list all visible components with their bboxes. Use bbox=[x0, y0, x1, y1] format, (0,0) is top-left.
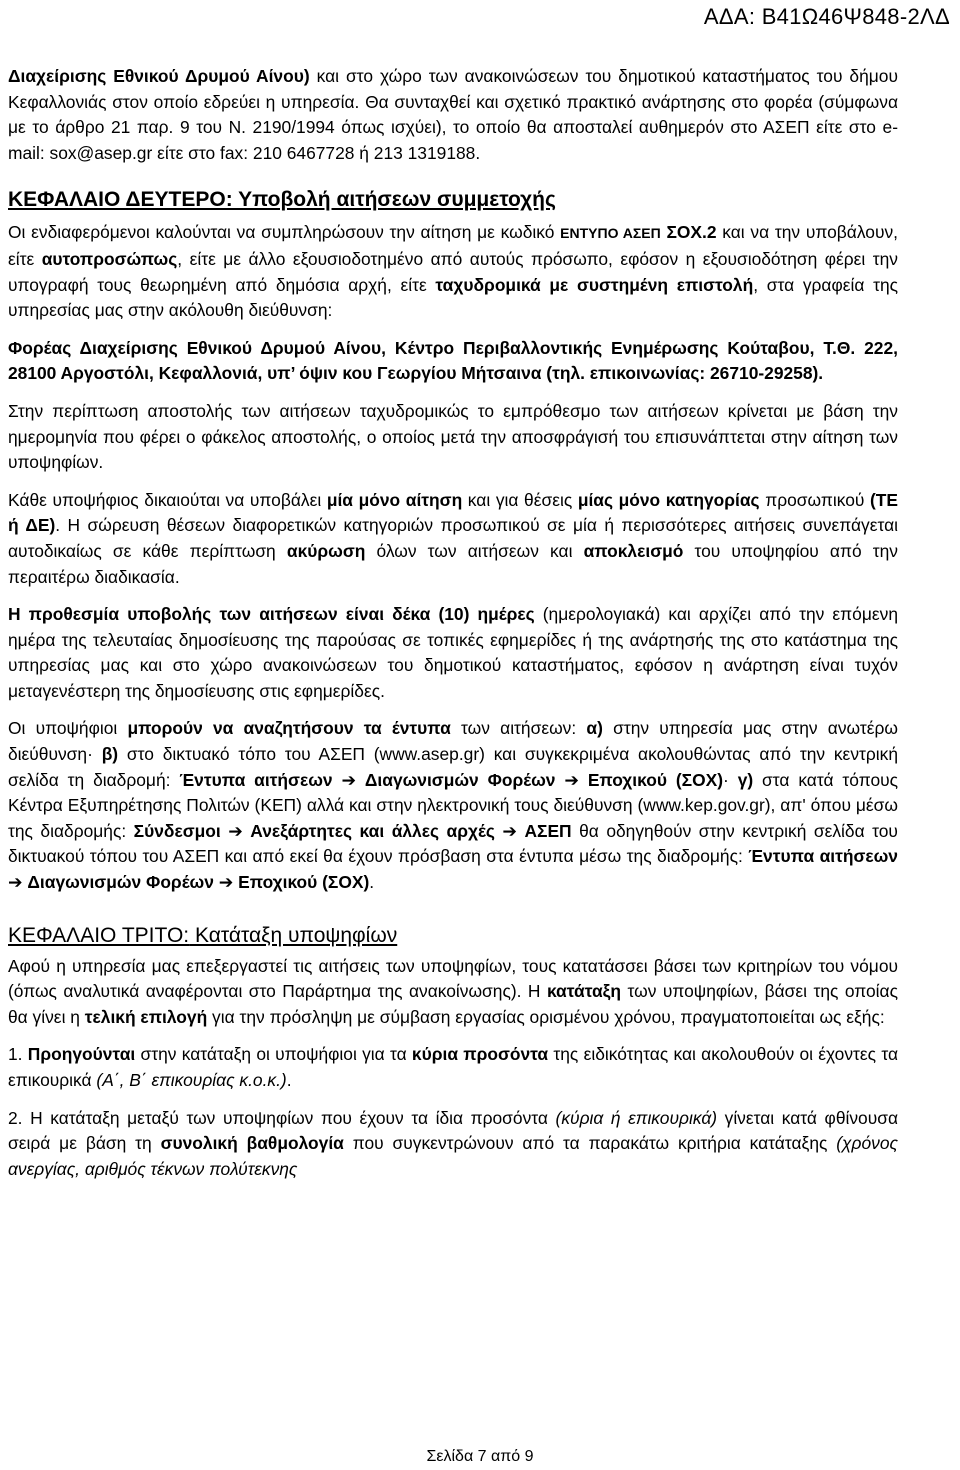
text: . Η σώρευση θέσεων διαφορετικών κατηγοριών προσωπικού σε μία ή περισσότερες αιτήσεις συνεπάγεται αυτοδικαίως σε κάθε περίπτωση bbox=[8, 515, 898, 561]
paragraph-ranking bbox=[8, 954, 898, 1031]
paragraph-submission bbox=[8, 220, 898, 323]
form-code-suffix: ΣΟΧ.2 bbox=[660, 222, 717, 243]
text: και στο χώρο των ανακοινώσεων του δημοτικού καταστήματος του δήμου Κεφαλλονιάς στον οποίο εδρεύει η υπηρεσία. Θα συνταχθεί και σχετικό πρακτικό ανάρτησης στο φορέα (σύμφωνα με το άρθρο 21 παρ. 9 του Ν. 2190/1994 όπως ισχύει), το οποίο θα αποσταλεί αυθημερόν στο ΑΣΕΠ είτε στο e-mail: sox@asep.gr είτε στο fax: 210 6467728 ή 213 1319188. bbox=[8, 66, 898, 163]
text-bold: συνολική βαθμολογία bbox=[160, 1133, 344, 1154]
text-bold: κατάταξη bbox=[546, 981, 622, 1002]
text: του υποψηφίου από την περαιτέρω διαδικασία. bbox=[8, 540, 898, 587]
text-bold: αποκλεισμό bbox=[583, 540, 684, 561]
text-bold: μπορούν να αναζητήσουν τα έντυπα bbox=[127, 718, 451, 739]
item-number: 1. bbox=[8, 1044, 28, 1065]
paragraph-posting bbox=[8, 64, 898, 166]
paragraph-postal bbox=[8, 399, 898, 476]
paragraph-forms bbox=[8, 716, 898, 895]
text: όλων των αιτήσεων και bbox=[365, 540, 584, 561]
chapter-three-title: Κατάταξη υποψηφίων bbox=[189, 923, 398, 947]
text-bold: μία μόνο αίτηση bbox=[326, 489, 463, 510]
arrow-right-icon: ➔ bbox=[228, 820, 243, 841]
text: Στην περίπτωση αποστολής των αιτήσεων ταχυδρομικώς το εμπρόθεσμο των αιτήσεων κρίνεται με βάση την ημερομηνία που φέρει ο φάκελος αποστολής, ο οποίος μετά την αποσφράγισή του επισυνάπτεται στην αίτηση των υποψηφίων. bbox=[8, 400, 898, 473]
path-step: Εποχικού (ΣΟΧ) bbox=[238, 872, 370, 893]
arrow-right-icon: ➔ bbox=[502, 820, 517, 841]
text-bold: ταχυδρομικά με συστημένη επιστολή bbox=[435, 274, 754, 295]
text: Κάθε υποψήφιος δικαιούται να υποβάλει bbox=[8, 489, 327, 510]
text-bold: κύρια προσόντα bbox=[411, 1044, 549, 1065]
document-body bbox=[8, 64, 898, 1194]
text: και για θέσεις bbox=[462, 489, 578, 510]
text-bold: αυτοπροσώπως bbox=[41, 248, 178, 269]
text: που συγκεντρώνουν από τα παρακάτω κριτήρια κατάταξης bbox=[343, 1133, 837, 1154]
text: των αιτήσεων: bbox=[450, 718, 587, 739]
text: θα οδηγηθούν στην κεντρική σελίδα του δικτυακού τόπου του ΑΣΕΠ και από εκεί θα έχουν πρόσβαση στα έντυπα μέσω της διαδρομής: bbox=[8, 820, 898, 867]
text: Οι ενδιαφερόμενοι καλούνται να συμπληρώσουν την αίτηση με κωδικό bbox=[8, 222, 561, 243]
text-bold: μίας μόνο κατηγορίας bbox=[577, 489, 760, 510]
arrow-right-icon: ➔ bbox=[564, 769, 579, 790]
chapter-two-heading: ΚΕΦΑΛΑΙΟ ΔΕΥΤΕΡΟ: Υποβολή αιτήσεων συμμετοχής bbox=[8, 188, 556, 212]
text: της ειδικότητας και ακολουθούν οι έχοντες τα επικουρικά bbox=[8, 1044, 898, 1090]
chapter-three-label: ΚΕΦΑΛΑΙΟ ΤΡΙΤΟ: bbox=[8, 923, 190, 947]
text: . bbox=[369, 872, 375, 893]
text: · bbox=[723, 769, 738, 790]
paragraph-single-application bbox=[8, 488, 898, 590]
text: γίνεται κατά φθίνουσα σειρά με βάση τη bbox=[8, 1107, 899, 1154]
text-bold: τελική επιλογή bbox=[84, 1006, 208, 1027]
path-step: ΑΣΕΠ bbox=[524, 820, 572, 841]
chapter-three-heading bbox=[8, 922, 898, 950]
list-item-2 bbox=[8, 1106, 898, 1183]
text: Η κατάταξη μεταξύ των υποψηφίων που έχουν τα ίδια προσόντα bbox=[30, 1107, 556, 1128]
text: για την πρόσληψη με σύμβαση εργασίας ορισμένου χρόνου, πραγματοποιείται ως εξής: bbox=[207, 1006, 885, 1027]
ada-code: ΑΔΑ: Β41Ω46Ψ848-2ΛΔ bbox=[703, 4, 950, 29]
path-step: Διαγωνισμών Φορέων bbox=[27, 872, 214, 893]
text-bold: Διαχείρισης Εθνικού Δρυμού Αίνου) bbox=[8, 66, 310, 86]
text: , είτε με άλλο εξουσιοδοτημένο από αυτούς πρόσωπο, εφόσον η εξουσιοδότηση φέρει την υπογραφή τους θεωρημένη από δημόσια αρχή, είτε bbox=[8, 248, 898, 295]
text-bold: Η προθεσμία υποβολής των αιτήσεων είναι δέκα (10) ημέρες bbox=[8, 604, 535, 625]
paragraph-deadline bbox=[8, 602, 898, 704]
text: , στα γραφεία της υπηρεσίας μας στην ακόλουθη διεύθυνση: bbox=[8, 274, 899, 321]
text: των υποψηφίων, βάσει της οποίας θα γίνει η bbox=[8, 981, 898, 1027]
path-step: Ανεξάρτητες και άλλες αρχές bbox=[250, 820, 495, 841]
text-bold: γ) bbox=[737, 769, 754, 790]
form-code: ΕΝΤΥΠΟ ΑΣΕΠ bbox=[560, 225, 661, 242]
text-italic: (Α΄, Β΄ επικουρίας κ.ο.κ.) bbox=[96, 1070, 287, 1090]
text-bold: β) bbox=[101, 744, 119, 765]
text: Οι υποψήφιοι bbox=[8, 718, 128, 739]
text: στην κατάταξη οι υποψήφιοι για τα bbox=[135, 1044, 412, 1065]
text: Αφού η υπηρεσία μας επεξεργαστεί τις αιτήσεις των υποψηφίων, τους κατατάσσει βάσει των κριτηρίων του νόμου (όπως αναλυτικά αναφέρονται στο Παράρτημα της ανακοίνωσης). Η bbox=[8, 955, 898, 1002]
arrow-right-icon: ➔ bbox=[341, 769, 357, 790]
text-italic: (χρόνος ανεργίας, αριθμός τέκνων πολύτεκνης bbox=[8, 1133, 898, 1179]
text-bold: Προηγούνται bbox=[27, 1044, 136, 1065]
text: . bbox=[286, 1070, 292, 1090]
path-step: Εποχικού (ΣΟΧ) bbox=[587, 769, 723, 790]
text: (ημερολογιακά) και αρχίζει από την επόμενη ημέρα της τελευταίας δημοσίευσης της παρούσας σε τοπικές εφημερίδες ή της ανάρτησής της στο κατάστημα της υπηρεσίας μας και στο χώρο ανακοινώσεων του δημοτικού καταστήματος, εφόσον η ανάρτηση είναι τυχόν μεταγενέστερη της δημοσίευσης στις εφημερίδες. bbox=[8, 604, 898, 701]
path-step: Έντυπα αιτήσεων bbox=[748, 846, 898, 867]
path-step: Έντυπα αιτήσεων bbox=[179, 769, 333, 790]
text: στο δικτυακό τόπο του ΑΣΕΠ (www.asep.gr) και συγκεκριμένα ακολουθώντας από την κεντρική σελίδα τη διαδρομή: bbox=[8, 744, 899, 790]
text-bold: ακύρωση bbox=[286, 540, 366, 561]
item-number: 2. bbox=[8, 1107, 31, 1128]
text-bold: (ΤΕ ή ΔΕ) bbox=[8, 489, 898, 536]
text-italic: (κύρια ή επικουρικά) bbox=[555, 1107, 718, 1128]
text-bold: α) bbox=[586, 718, 603, 739]
text: στην υπηρεσία μας στην ανωτέρω διεύθυνση· bbox=[8, 718, 898, 765]
list-item-1 bbox=[8, 1042, 898, 1093]
page-number: Σελίδα 7 από 9 bbox=[426, 1448, 534, 1465]
text: προσωπικού bbox=[759, 489, 870, 510]
text: και να την υποβάλουν, είτε bbox=[8, 222, 898, 269]
address-block bbox=[8, 336, 898, 387]
path-step: Διαγωνισμών Φορέων bbox=[364, 769, 556, 790]
text: στα κατά τόπους Κέντρα Εξυπηρέτησης Πολιτών (ΚΕΠ) αλλά και στην ηλεκτρονική τους διεύθυνση (www.kep.gov.gr), απ' όπου μέσω της διαδρομής: bbox=[8, 769, 899, 841]
arrow-right-icon: ➔ bbox=[218, 872, 234, 893]
path-step: Σύνδεσμοι bbox=[133, 820, 221, 841]
address-text: Φορέας Διαχείρισης Εθνικού Δρυμού Αίνου, Κέντρο Περιβαλλοντικής Ενημέρωσης Κούταβου, Τ.Θ. 222, 28100 Αργοστόλι, Κεφαλλονιά, υπ’ όψιν κου Γεωργίου Μήτσαινα (τηλ. επικοινωνίας: 26710-29258). bbox=[8, 337, 898, 384]
arrow-right-icon: ➔ bbox=[8, 872, 23, 893]
